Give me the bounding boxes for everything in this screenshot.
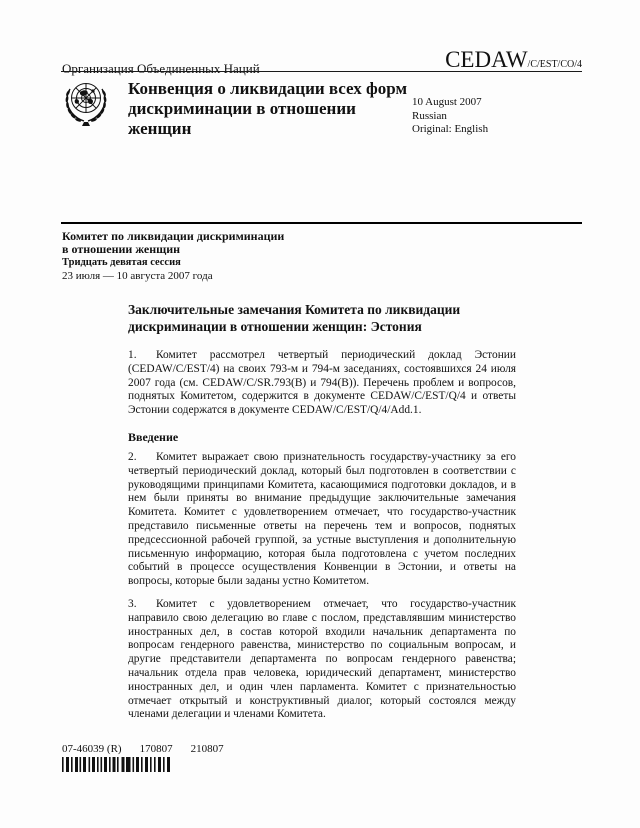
org-name: Организация Объединенных Наций	[62, 61, 260, 76]
doc-date: 10 August 2007	[412, 96, 482, 108]
document-title: Заключительные замечания Комитета по ликвидации дискриминации в отношении женщин: Эстония	[128, 302, 461, 334]
un-emblem-icon	[60, 79, 112, 129]
date-block	[412, 96, 488, 137]
intro-heading: Введение	[128, 429, 179, 444]
committee-name-line2: в отношении женщин	[62, 242, 181, 256]
doc-original-language: Original: English	[412, 123, 489, 135]
paragraph-2	[128, 451, 516, 589]
paragraph-2-number: 2.	[128, 450, 137, 463]
section-rule	[61, 222, 582, 224]
paragraph-1-text: Комитет рассмотрел четвертый периодический доклад Эстонии (CEDAW/C/EST/4) на своих 793-м и 794-м заседаниях, состоявшихся 24 июля 2007 года (см. CEDAW/C/SR.793(B) и 794(B)). Перечень проблем и вопросов, поднятых Комитетом, содержится в документе CEDAW/C/EST/Q/4 и ответы Эстонии содержатся в документе CEDAW/C/EST/Q/4/Add.1.	[128, 349, 516, 417]
committee-block	[62, 230, 284, 283]
footer-date-code-2: 210807	[190, 743, 224, 755]
barcode	[62, 757, 174, 777]
footer-date-code-1: 170807	[139, 743, 173, 755]
header-rule	[61, 71, 582, 72]
job-number: 07-46039 (R)	[62, 743, 122, 755]
session-dates: 23 июля — 10 августа 2007 года	[62, 269, 213, 282]
convention-title: Конвенция о ликвидации всех форм дискриминации в отношении женщин	[128, 79, 408, 138]
session-title: Тридцать девятая сессия	[62, 257, 181, 268]
doc-symbol-suffix: /C/EST/CO/4	[527, 59, 582, 70]
paragraph-1	[128, 349, 516, 418]
document-body	[128, 302, 516, 731]
paragraph-3-number: 3.	[128, 597, 137, 610]
doc-language: Russian	[412, 109, 447, 122]
paragraph-2-text: Комитет выражает свою признательность государству-участнику за его четвертый периодический доклад, который был подготовлен в соответствии с руководящими принципами Комитета, касающимися подготовки докладов, и в нем были приняты во внимание предыдущие заключительные замечания Комитета. Комитет с удовлетворением отмечает, что государство-участник представило письменные ответы на перечень тем и вопросов, поднятых предсессионной рабочей группой, за устные выступления и дополнительную письменную информацию, которая была подготовлена с учетом последних событий в процессе осуществления Конвенции в Эстонии, и ответы на вопросы, которые были заданы устно Комитетом.	[128, 450, 516, 588]
footer-job-line	[62, 743, 224, 756]
paragraph-3	[128, 598, 516, 722]
paragraph-3-text: Комитет с удовлетворением отмечает, что государство-участник направило свою делегацию во главе с послом, представлявшим министерство иностранных дел, в состав которой входили начальник департамента по вопросам гендерного равенства, министерство по социальным вопросам, и другие представители департамента по вопросам гендерного равенства; начальник отдела прав человека, юридический департамент, министерство иностранных дел, и один член парламента. Комитет с признательностью отмечает открытый и конструктивный диалог, который состоялся между членами делегации и членами Комитета.	[128, 597, 516, 721]
paragraph-1-number: 1.	[128, 349, 137, 361]
doc-symbol-main: CEDAW	[445, 47, 528, 72]
committee-name-line1: Комитет по ликвидации дискриминации	[62, 229, 285, 243]
